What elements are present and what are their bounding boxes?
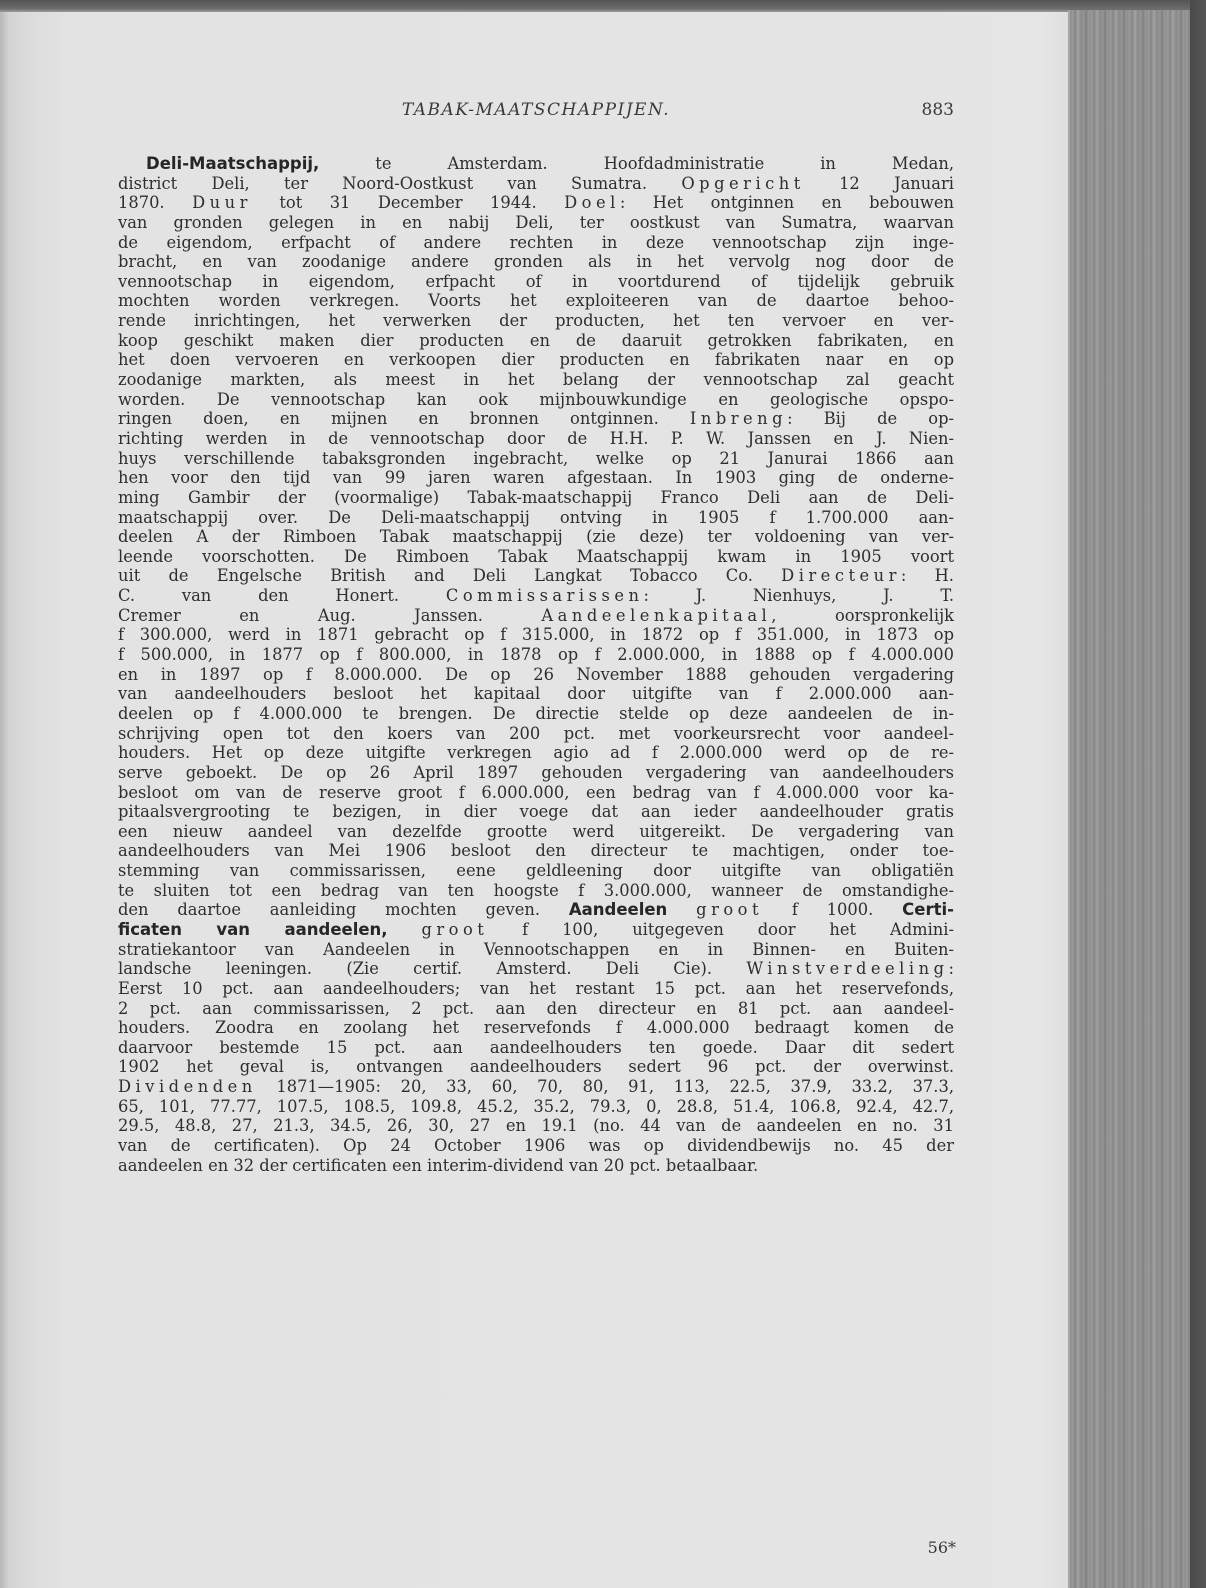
text-line bbox=[118, 606, 954, 626]
text-line bbox=[118, 822, 954, 842]
spaced-keyword: groot bbox=[696, 900, 763, 920]
bold-heading: Aandeelen bbox=[568, 900, 668, 920]
text-line bbox=[118, 783, 954, 803]
text-run: houders. Het op deze uitgifte verkregen agio ad f 2.000.000 werd op de re- bbox=[118, 743, 954, 763]
text-line bbox=[118, 625, 954, 645]
text-line bbox=[118, 959, 954, 979]
text-line bbox=[118, 586, 954, 606]
page-left-shadow bbox=[0, 12, 10, 1588]
text-line bbox=[118, 1116, 954, 1136]
text-run: Cremer en Aug. Janssen. bbox=[118, 605, 542, 625]
text-run: van de certificaten). Op 24 October 1906 was op dividendbewijs no. 45 der bbox=[118, 1136, 954, 1156]
text-line bbox=[118, 488, 954, 508]
text-line bbox=[118, 449, 954, 469]
text-line bbox=[118, 174, 954, 194]
scan-top-edge bbox=[0, 0, 1206, 12]
company-entry bbox=[118, 154, 954, 1175]
text-run: f 100, uitgegeven door het Admini- bbox=[488, 919, 954, 939]
text-run: rende inrichtingen, het verwerken der producten, het ten vervoer en ver- bbox=[118, 311, 954, 331]
spaced-keyword: Opgericht bbox=[681, 173, 805, 193]
text-line bbox=[118, 841, 954, 861]
text-run: en in 1897 op f 8.000.000. De op 26 November 1888 gehouden vergadering bbox=[118, 664, 954, 684]
text-run: huys verschillende tabaksgronden ingebracht, welke op 21 Janurai 1866 aan bbox=[118, 448, 954, 468]
text-line bbox=[118, 1136, 954, 1156]
spaced-keyword: Inbreng bbox=[689, 409, 788, 429]
text-line bbox=[118, 291, 954, 311]
spaced-keyword: groot bbox=[421, 919, 489, 939]
text-line bbox=[118, 331, 954, 351]
text-run: tot 31 December 1944. bbox=[251, 193, 565, 213]
text-line bbox=[118, 920, 954, 940]
spaced-keyword: Dividenden bbox=[118, 1077, 257, 1097]
text-line bbox=[118, 724, 954, 744]
text-line bbox=[118, 193, 954, 213]
text-run: schrijving open tot den koers van 200 pct. met voorkeursrecht voor aandeel- bbox=[118, 723, 954, 743]
text-line bbox=[118, 684, 954, 704]
text-run: : bbox=[948, 959, 954, 979]
text-line bbox=[118, 979, 954, 999]
text-run: f 1000. bbox=[763, 900, 903, 920]
text-run: 2 pct. aan commissarissen, 2 pct. aan den directeur en 81 pct. aan aandeel- bbox=[118, 998, 954, 1018]
text-line bbox=[118, 743, 954, 763]
text-line bbox=[118, 881, 954, 901]
bold-heading: ficaten van aandeelen, bbox=[118, 919, 388, 939]
text-run: worden. De vennootschap kan ook mijnbouwkundige en geologische opspo- bbox=[118, 389, 954, 409]
text-line bbox=[118, 645, 954, 665]
page-number: 883 bbox=[921, 100, 954, 120]
spaced-keyword: Commissarissen bbox=[445, 586, 644, 606]
text-line bbox=[118, 429, 954, 449]
text-run: van gronden gelegen in en nabij Deli, ter oostkust van Sumatra, waarvan bbox=[118, 212, 954, 232]
text-run: stemming van commissarissen, eene geldleening door uitgifte van obligatiën bbox=[118, 861, 954, 881]
spaced-keyword: Doel bbox=[564, 193, 620, 213]
text-run: : Het ontginnen en bebouwen bbox=[619, 193, 954, 213]
text-run: stratiekantoor van Aandeelen in Vennootschappen en in Binnen- en Buiten- bbox=[118, 939, 954, 959]
text-run: , oorspronkelijk bbox=[771, 605, 955, 625]
text-line bbox=[118, 409, 954, 429]
text-run: vennootschap in eigendom, erfpacht of in voortdurend of tijdelijk gebruik bbox=[118, 271, 954, 291]
text-run: ming Gambir der (voormalige) Tabak-maatschappij Franco Deli aan de Deli- bbox=[118, 487, 954, 507]
text-run: serve geboekt. De op 26 April 1897 gehouden vergadering van aandeelhouders bbox=[118, 762, 954, 782]
text-line bbox=[118, 233, 954, 253]
text-run: 1871—1905: 20, 33, 60, 70, 80, 91, 113, 22.5, 37.9, 33.2, 37.3, bbox=[256, 1077, 954, 1097]
text-line bbox=[118, 1156, 954, 1176]
text-run: 65, 101, 77.77, 107.5, 108.5, 109.8, 45.2, 35.2, 79.3, 0, 28.8, 51.4, 106.8, 92.4, 42.7, bbox=[118, 1096, 954, 1116]
text-run: 1870. bbox=[118, 193, 193, 213]
text-run: van aandeelhouders besloot het kapitaal door uitgifte van f 2.000.000 aan- bbox=[118, 684, 954, 704]
text-run: mochten worden verkregen. Voorts het exploiteeren van de daartoe behoo- bbox=[118, 291, 954, 311]
text-line bbox=[118, 704, 954, 724]
text-line bbox=[118, 154, 954, 174]
text-run: f 500.000, in 1877 op f 800.000, in 1878 op f 2.000.000, in 1888 op f 4.000.000 bbox=[118, 645, 954, 665]
text-run: ringen doen, en mijnen en bronnen ontginnen. bbox=[118, 409, 690, 429]
text-line bbox=[118, 999, 954, 1019]
text-line bbox=[118, 1018, 954, 1038]
scan-outer-edge bbox=[1190, 0, 1206, 1588]
text-line bbox=[118, 1057, 954, 1077]
text-run: pitaalsvergrooting te bezigen, in dier voege dat aan ieder aandeelhouder gratis bbox=[118, 802, 954, 822]
text-run: uit de Engelsche British and Deli Langkat Tobacco Co. bbox=[118, 566, 782, 586]
text-run: aandeelhouders van Mei 1906 besloot den directeur te machtigen, onder toe- bbox=[118, 841, 954, 861]
text-run: : H. bbox=[900, 566, 954, 586]
text-run bbox=[388, 920, 422, 939]
running-head bbox=[118, 100, 954, 126]
text-run: daarvoor bestemde 15 pct. aan aandeelhouders ten goede. Daar dit sedert bbox=[118, 1037, 954, 1057]
text-line bbox=[118, 1097, 954, 1117]
text-line bbox=[118, 272, 954, 292]
text-line bbox=[118, 900, 954, 920]
text-run: landsche leeningen. (Zie certif. Amsterd. Deli Cie). bbox=[118, 959, 747, 979]
text-run: te Amsterdam. Hoofdadministratie in Medan, bbox=[319, 154, 954, 173]
text-line bbox=[118, 802, 954, 822]
spaced-keyword: Aandeelenkapitaal bbox=[541, 605, 772, 625]
text-line bbox=[118, 566, 954, 586]
text-line bbox=[118, 527, 954, 547]
text-run: de eigendom, erfpacht of andere rechten in deze vennootschap zijn inge- bbox=[118, 232, 954, 252]
text-line bbox=[118, 213, 954, 233]
bold-heading: Certi- bbox=[902, 900, 954, 920]
text-run: leende voorschotten. De Rimboen Tabak Maatschappij kwam in 1905 voort bbox=[118, 546, 954, 566]
text-run: deelen A der Rimboen Tabak maatschappij (zie deze) ter voldoening van ver- bbox=[118, 527, 954, 547]
text-line bbox=[118, 665, 954, 685]
text-run: richting werden in de vennootschap door de H.H. P. W. Janssen en J. Nien- bbox=[118, 428, 954, 448]
text-run: besloot om van de reserve groot f 6.000.000, een bedrag van f 4.000.000 voor ka- bbox=[118, 782, 954, 802]
text-line bbox=[118, 1077, 954, 1097]
text-line bbox=[118, 940, 954, 960]
text-line bbox=[118, 370, 954, 390]
text-line bbox=[118, 350, 954, 370]
text-run: den daartoe aanleiding mochten geven. bbox=[118, 900, 569, 920]
text-run: bracht, en van zoodanige andere gronden als in het vervolg nog door de bbox=[118, 252, 954, 272]
text-run: deelen op f 4.000.000 te brengen. De directie stelde op deze aandeelen de in- bbox=[118, 703, 954, 723]
text-run: een nieuw aandeel van dezelfde grootte werd uitgereikt. De vergadering van bbox=[118, 821, 954, 841]
text-run: 29.5, 48.8, 27, 21.3, 34.5, 26, 30, 27 en 19.1 (no. 44 van de aandeelen en no. 31 bbox=[118, 1116, 954, 1136]
book-page-edges bbox=[1068, 10, 1192, 1588]
text-run: 12 Januari bbox=[804, 173, 954, 193]
text-run: Eerst 10 pct. aan aandeelhouders; van het restant 15 pct. aan het reservefonds, bbox=[118, 978, 954, 998]
text-run: hen voor den tijd van 99 jaren waren afgestaan. In 1903 ging de onderne- bbox=[118, 468, 954, 488]
text-run: koop geschikt maken dier producten en de daaruit getrokken fabrikaten, en bbox=[118, 330, 954, 350]
text-line bbox=[118, 547, 954, 567]
text-run: het doen vervoeren en verkoopen dier producten en fabrikaten naar en op bbox=[118, 350, 954, 370]
signature-mark: 56* bbox=[927, 1538, 956, 1557]
text-line bbox=[118, 252, 954, 272]
spaced-keyword: Winstverdeeling bbox=[746, 959, 949, 979]
text-run: 1902 het geval is, ontvangen aandeelhouders sedert 96 pct. der overwinst. bbox=[118, 1057, 954, 1077]
text-line bbox=[118, 390, 954, 410]
text-run: houders. Zoodra en zoolang het reservefonds f 4.000.000 bedraagt komen de bbox=[118, 1018, 954, 1038]
text-line bbox=[118, 311, 954, 331]
spaced-keyword: Directeur bbox=[781, 566, 901, 586]
text-run: maatschappij over. De Deli-maatschappij ontving in 1905 f 1.700.000 aan- bbox=[118, 507, 954, 527]
text-run: aandeelen en 32 der certificaten een interim-dividend van 20 pct. betaalbaar. bbox=[118, 1155, 759, 1175]
text-run bbox=[667, 900, 696, 919]
text-run: f 300.000, werd in 1871 gebracht op f 315.000, in 1872 op f 351.000, in 1873 op bbox=[118, 625, 954, 645]
bold-heading: Deli-Maatschappij, bbox=[146, 154, 320, 173]
running-title: TABAK-MAATSCHAPPIJEN. bbox=[401, 100, 671, 120]
text-line bbox=[118, 508, 954, 528]
text-run: te sluiten tot een bedrag van ten hoogste f 3.000.000, wanneer de omstandighe- bbox=[118, 880, 954, 900]
text-run: : J. Nienhuys, J. T. bbox=[643, 586, 955, 606]
text-line bbox=[118, 861, 954, 881]
text-run: : Bij de op- bbox=[787, 409, 955, 429]
text-line bbox=[118, 763, 954, 783]
text-run: district Deli, ter Noord-Oostkust van Sumatra. bbox=[118, 173, 682, 193]
text-line bbox=[118, 1038, 954, 1058]
text-run: C. van den Honert. bbox=[118, 586, 446, 606]
text-run: zoodanige markten, als meest in het belang der vennootschap zal geacht bbox=[118, 370, 954, 390]
spaced-keyword: Duur bbox=[192, 193, 252, 213]
text-line bbox=[118, 468, 954, 488]
